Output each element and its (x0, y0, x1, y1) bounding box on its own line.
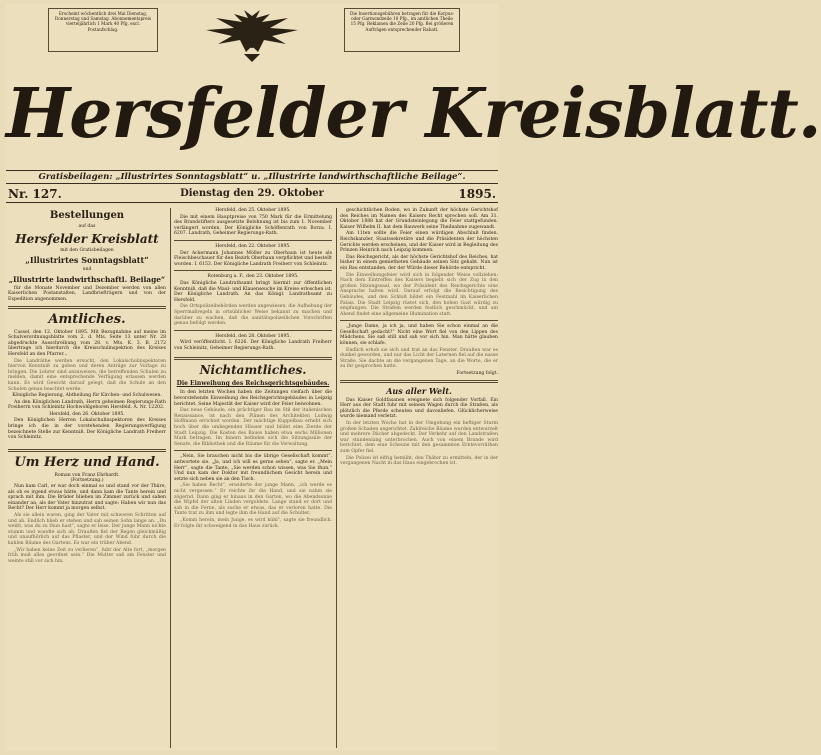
notice-4-date: Hersfeld, den 28. Oktober 1895. (215, 333, 291, 339)
novel-text: Nun kam Carl, er war doch einmal so und stand vor der Thüre, als ob es irgend etwas hätte, und dann kam die Tante herein und sprach mit ihm. Die Brüder blieben im Zimmer zurück und sahen einander an, als der Vater hinzutrat und sagte: Haben wir nun das Recht? Der Herr kommt ja morgen selbst. (8, 484, 166, 512)
story-text-col3: „Junge Dame, ja ich ja, und haben Sie schon einmal an die Gesellschaft gedacht?“ Nicht eine Wort fiel von den Lippen des Mädchens. Sie saß still und sah vor sich hin. Man hätte glauben können, sie schlafe. (340, 324, 498, 347)
order-paper-name: Hersfelder Kreisblatt (15, 231, 159, 246)
advertising-rates-box: Die Insertionsgebühren betragen für die Korpus- oder Garmondzeile 10 Pfg., im amtlichen Theile 15 Pfg. Reklamen die Zeile 20 Pfg. Bei größeren Aufträgen entsprechender Rabatt. (344, 8, 460, 52)
supplements-bar (6, 170, 498, 184)
eagle-crest-icon (204, 6, 300, 64)
story-text-col2: „Nein, Sie brauchen nicht bis die übrige Gesellschaft kommt“, antwortete sie. „Ja, und ich will es gerne sehen“, sagte er. „Mein Herr“, sagte die Tante, „Sie werden schon wissen, was Sie thun.“ Und nun kam der Doktor mit freundlichem Gesicht herein und setzte sich neben sie an den Tisch. (174, 454, 332, 482)
newspaper-page (6, 4, 821, 751)
order-line1: auf das (78, 224, 96, 229)
notice-2-date: Hersfeld, den 22. Oktober 1895. (215, 243, 291, 249)
story-caption: Fortsetzung folgt. (456, 371, 498, 377)
order-line2: mit den Gratisbeilagen (60, 247, 114, 253)
official-notice-1-signature: Königliche Regierung, Abtheilung für Kirchen- und Schulwesen. (12, 393, 162, 399)
local-section-title: Aus aller Welt. (386, 385, 452, 396)
subscription-box: Erscheint wöchentlich drei Mal Dienstag, Donnerstag und Samstag. Abonnementspreis vierteljährlich 1 Mark 40 Pfg. excl. Postaufschlag. (48, 8, 158, 52)
notice-2: Der Ackermann Johannes Möller zu Oberhaun ist heute als Fleischbeschauer für den Bezirk Oberhaun verpflichtet und bestellt worden. I. 6153. Der Königliche Landrath Freiherr von Schleinitz. (174, 250, 332, 267)
notice-3-date: Rotenburg a. F., den 23. Oktober 1895. (207, 274, 299, 280)
official-notice-3: Den Königlichen Herren Lokalschulinspektoren des Kreises bringe ich die in der vorstehenden Regierungsverfügung bezeichnete Stelle zur Kenntniß. Der Königliche Landrath Freiherr von Schleinitz. (8, 418, 166, 441)
notice-3: Das Königliche Landrathsamt bringt hiermit zur öffentlichen Kenntniß, daß die Maul- und Klauenseuche im Kreise erloschen ist. Der Königliche Landrath. An das Königl. Landrathsamt zu Hersfeld. (174, 280, 332, 303)
supplements-text: Gratisbeilagen: „Illustrirtes Sonntagsblatt“ u. „Illustrirte landwirthschaftliche Beilage“. (38, 172, 466, 182)
official-notice-2: An den Königlichen Landrath, Herrn geheimen Regierungs-Rath Freiherrn von Schleinitz Hochwohlgeboren Hersfeld. A. Nr. 12202. (8, 399, 166, 411)
newspaper-title: Hersfelder Kreisblatt. (6, 74, 821, 154)
order-supplement-2: „Illustrirte landwirthschaftl. Beilage“ (8, 274, 166, 284)
article-text: In den letzten Wochen haben die Zeitungen vielfach über die bevorstehende Einweihung des Reichsgerichtsgebäudes in Leipzig berichtet. Seine Majestät der Kaiser wird der Feier beiwohnen. (174, 390, 332, 407)
official-notice-1: Cassel, den 12. Oktober 1895. Mit Bezugnahme auf meine im Schulverordnungsblatte vom 2. d. Mts. Seite 13 unter Nr. 28 abgedruckte Ausschreibung vom 28. v. Mts. K. 3. B. 2172 übertrage ich hierdurch die Kreisschulinspektion des Kreises Hersfeld an den Pfarrer... (8, 329, 166, 357)
article-title: Die Einweihung des Reichsgerichtsgebäudes. (176, 380, 330, 388)
official-notice-3-date: Hersfeld, den 26. Oktober 1895. (49, 411, 125, 417)
issue-bar (6, 186, 498, 203)
column-1: Bestellungen auf das Hersfelder Kreisblatt mit den Gratisbeilagen „Illustrirtes Sonntagsblatt“ und „Illustrirte landwirthschaftl. Beilage“ für die Monate November und Dezember werden von allen Kaiserlichen Postanstalten, Landbriefträgern und von der Expedition angenommen. Amtliches. Cassel, den 12. Oktober 1895. Mit Bezugnahme auf meine im Schulverordnungsblatte vom 2. d. Mts. Seite 13 unter Nr. 28 abgedruckte Ausschreibung vom 28. v. Mts. K. 3. B. 2172 übertrage ich hierdurch die Kreisschulinspektion des Kreises Hersfeld an den Pfarrer... Die Landräthe werden ersucht, den Lokalschulinspektoren hiervon Kenntniß zu geben und deren Anträge zur Vorlage zu bringen. Die Lehrer sind anzuweisen, die betreffenden Schulen zu melden, damit eine entsprechende Verfügung erlassen werden kann. Es wird Gewicht darauf gelegt, daß die Schule an den Schulen genau beachtet werde. Königliche Regierung, Abtheilung für Kirchen- und Schulwesen. An den Königlichen Landrath, Herrn geheimen Regierungs-Rath Freiherrn von Schleinitz Hochwohlgeboren Hersfeld. A. Nr. 12202. Hersfeld, den 26. Oktober 1895. Den Königlichen Herren Lokalschulinspektoren des Kreises bringe ich die in der vorstehenden Regierungsverfügung bezeichnete Stelle zur Kenntniß. Der Königliche Landrath Freiherr von Schleinitz. Um Herz und Hand. Roman von Franz Ehrhardt. (Fortsetzung.) Nun kam Carl, er war doch einmal so und stand vor der Thüre, als ob es irgend etwas hätte, und dann kam die Tante herein und sprach mit ihm. Die Brüder blieben im Zimmer zurück und sahen einander an, als der Vater hinzutrat und sagte: Haben wir nun das Recht? Der Herr kommt ja morgen selbst. Als sie allein waren, ging der Vater mit schweren Schritten auf und ab. Endlich blieb er stehen und sah seinen Sohn lange an. „Du weißt, was du zu thun hast“, sagte er leise. Der junge Mann nickte stumm und wandte sich ab. Draußen fiel der Regen gleichmäßig und unaufhörlich auf das Pflaster, und der Wind fuhr durch die kahlen Bäume des Gartens. Es war ein trüber Abend. „Wir haben keine Zeit zu verlieren“, fuhr der Alte fort, „morgen früh muß alles geordnet sein.“ Die Mutter saß am Fenster und weinte still vor sich hin. (8, 210, 166, 564)
novel-author: Roman von Franz Ehrhardt. (54, 472, 120, 478)
article-cont-1: geschichtlichen Boden, wo in Zukunft der höchste Gerichtshof des Reiches im Namen des Kaisers Recht sprechen soll. Am 31. Oktober 1888 hat der Grundsteinlegung die Feier stattgefunden. Kaiser Wilhelm II. hat dem Bauwerk seine Theilnahme zugewandt. (340, 208, 498, 230)
issue-year: 1895. (458, 187, 496, 201)
order-supplement-1: „Illustrirtes Sonntagsblatt“ (25, 255, 149, 266)
article-cont-2: Am 11ten sollte die Feier einen würdigen Abschluß finden. Reichskanzler, Staatssekretäre und die Präsidenten der höchsten Gerichte werden erscheinen, und der Kaiser wird in Begleitung des Prinzen Heinrich nach Leipzig kommen. (340, 231, 498, 254)
column-2: Hersfeld, den 25. Oktober 1895. Die mit einem Hauptpreise von 750 Mark für die Ermittelung des Brandstifters ausgesetzte Belohnung ist bis zum 1. November verlängert worden. Der Königliche Schöffenrath von Borza. I. 6207. Landrath, Geheimer Regierungs-Rath. Hersfeld, den 22. Oktober 1895. Der Ackermann Johannes Möller zu Oberhaun ist heute als Fleischbeschauer für den Bezirk Oberhaun verpflichtet und bestellt worden. I. 6153. Der Königliche Landrath Freiherr von Schleinitz. Rotenburg a. F., den 23. Oktober 1895. Das Königliche Landrathsamt bringt hiermit zur öffentlichen Kenntniß, daß die Maul- und Klauenseuche im Kreise erloschen ist. Der Königliche Landrath. An das Königl. Landrathsamt zu Hersfeld. Die Ortspolizeibehörden werden angewiesen, die Aufhebung der Sperrmaßregeln in ortsüblicher Weise bekannt zu machen und darüber zu wachen, daß die sanitätspolizeilichen Vorschriften genau befolgt werden. Hersfeld, den 28. Oktober 1895. Wird veröffentlicht. I. 6226. Der Königliche Landrath Freiherr von Schleinitz, Geheimer Regierungs-Rath. Nichtamtliches. Die Einweihung des Reichsgerichtsgebäudes. In den letzten Wochen haben die Zeitungen vielfach über die bevorstehende Einweihung des Reichsgerichtsgebäudes in Leipzig berichtet. Seine Majestät der Kaiser wird der Feier beiwohnen. Das neue Gebäude, ein prächtiger Bau im Stil der italienischen Renaissance, ist nach den Plänen des Architekten Ludwig Hoffmann errichtet worden. Der mächtige Kuppelbau erhebt sich hoch über die umliegenden Häuser und bildet eine Zierde der Stadt Leipzig. Die Kosten des Baues haben etwa sechs Millionen Mark betragen. Im Innern befinden sich die Sitzungssäle der Senate, die Bibliothek und die Räume für die Verwaltung. „Nein, Sie brauchen nicht bis die übrige Gesellschaft kommt“, antwortete sie. „Ja, und ich will es gerne sehen“, sagte er. „Mein Herr“, sagte die Tante, „Sie werden schon wissen, was Sie thun.“ Und nun kam der Doktor mit freundlichem Gesicht herein und setzte sich neben sie an den Tisch. „Sie haben Recht“, erwiderte der junge Mann, „ich werde es nicht vergessen.“ Er reichte ihr die Hand, und sie nahm sie zögernd. Dann ging er hinaus in den Garten, wo die Abendsonne die Wipfel der alten Linden vergoldete. Lange stand er dort und sah in die Ferne, als suche er etwas, das er verloren hatte. Die Tante trat zu ihm und legte ihm die Hand auf die Schulter. „Komm herein, mein Junge, es wird kühl“, sagte sie freundlich. Er folgte ihr schweigend in das Haus zurück. (174, 208, 332, 529)
order-title: Bestellungen (49, 210, 125, 221)
unofficial-section-title: Nichtamtliches. (199, 363, 307, 378)
order-and: und (82, 267, 92, 273)
local-text: Das Kaiser Goldfasanen ereignete sich folgender Vorfall. Ein Herr aus der Stadt fuhr mit seinem Wagen durch die Straßen, als plötzlich die Pferde scheuten und davonliefen. Glücklicherweise wurde niemand verletzt. (340, 397, 498, 420)
column-3: geschichtlichen Boden, wo in Zukunft der höchste Gerichtshof des Reiches im Namen des Kaisers Recht sprechen soll. Am 31. Oktober 1888 hat der Grundsteinlegung die Feier stattgefunden. Kaiser Wilhelm II. hat dem Bauwerk seine Theilnahme zugewandt. Am 11ten sollte die Feier einen würdigen Abschluß finden. Reichskanzler, Staatssekretäre und die Präsidenten der höchsten Gerichte werden erscheinen, und der Kaiser wird in Begleitung des Prinzen Heinrich nach Leipzig kommen. Das Reichsgericht, als der höchste Gerichtshof des Reiches, hat bisher in einem gemietheten Gebäude seinen Sitz gehabt. Nun ist ein Bau entstanden, der der Würde dieser Behörde entspricht. Die Einweihungsfeier wird sich in folgender Weise vollziehen: Nach dem Eintreffen des Kaisers begiebt sich der Zug in den großen Sitzungssaal, wo der Präsident des Reichsgerichts eine Ansprache halten wird. Darauf erfolgt die Besichtigung des Gebäudes, und den Schluß bildet ein Festmahl im Kaiserlichen Palais. Die Stadt Leipzig rüstet sich, den hohen Gast würdig zu empfangen. Die Straßen werden festlich geschmückt, und am Abend findet eine allgemeine Illumination statt. „Junge Dame, ja ich ja, und haben Sie schon einmal an die Gesellschaft gedacht?“ Nicht eine Wort fiel von den Lippen des Mädchens. Sie saß still und sah vor sich hin. Man hätte glauben können, sie schlafe. Endlich erhob sie sich und trat an das Fenster. Draußen war es dunkel geworden, und nur das Licht der Laternen fiel auf die nasse Straße. Sie dachte an die vergangenen Tage, an die Worte, die er zu ihr gesprochen hatte. Fortsetzung folgt. Aus aller Welt. Das Kaiser Goldfasanen ereignete sich folgender Vorfall. Ein Herr aus der Stadt fuhr mit seinem Wagen durch die Straßen, als plötzlich die Pferde scheuten und davonliefen. Glücklicherweise wurde niemand verletzt. In der letzten Woche hat in der Umgebung ein heftiger Sturm großen Schaden angerichtet. Zahlreiche Bäume wurden entwurzelt und mehrere Dächer abgedeckt. Der Verkehr auf den Landstraßen war stundenlang unterbrochen. Auch von einem Brande wird berichtet, dem eine Scheune mit den gesammten Erntevorräthen zum Opfer fiel. Die Polizei ist eifrig bemüht, den Thäter zu ermitteln, der in der vergangenen Nacht in das Haus eingebrochen ist. (340, 208, 498, 467)
article-cont-3: Das Reichsgericht, als der höchste Gerichtshof des Reiches, hat bisher in einem gemietheten Gebäude seinen Sitz gehabt. Nun ist ein Bau entstanden, der der Würde dieser Behörde entspricht. (340, 254, 498, 271)
order-text: für die Monate November und Dezember werden von allen Kaiserlichen Postanstalten, Landbriefträgern und von der Expedition angenommen. (8, 285, 166, 302)
official-section-title: Amtliches. (48, 311, 126, 327)
novel-continuation: (Fortsetzung.) (70, 478, 104, 484)
notice-1-date: Hersfeld, den 25. Oktober 1895. (215, 208, 291, 213)
novel-title: Um Herz und Hand. (14, 454, 160, 470)
issue-number: Nr. 127. (8, 187, 62, 201)
issue-date: Dienstag den 29. Oktober (180, 188, 324, 199)
notice-4: Wird veröffentlicht. I. 6226. Der Königliche Landrath Freiherr von Schleinitz, Geheimer Regierungs-Rath. (174, 340, 332, 351)
notice-1: Die mit einem Hauptpreise von 750 Mark für die Ermittelung des Brandstifters ausgesetzte Belohnung ist bis zum 1. November verlängert worden. Der Königliche Schöffenrath von Borza. I. 6207. Landrath, Geheimer Regierungs-Rath. (174, 214, 332, 237)
